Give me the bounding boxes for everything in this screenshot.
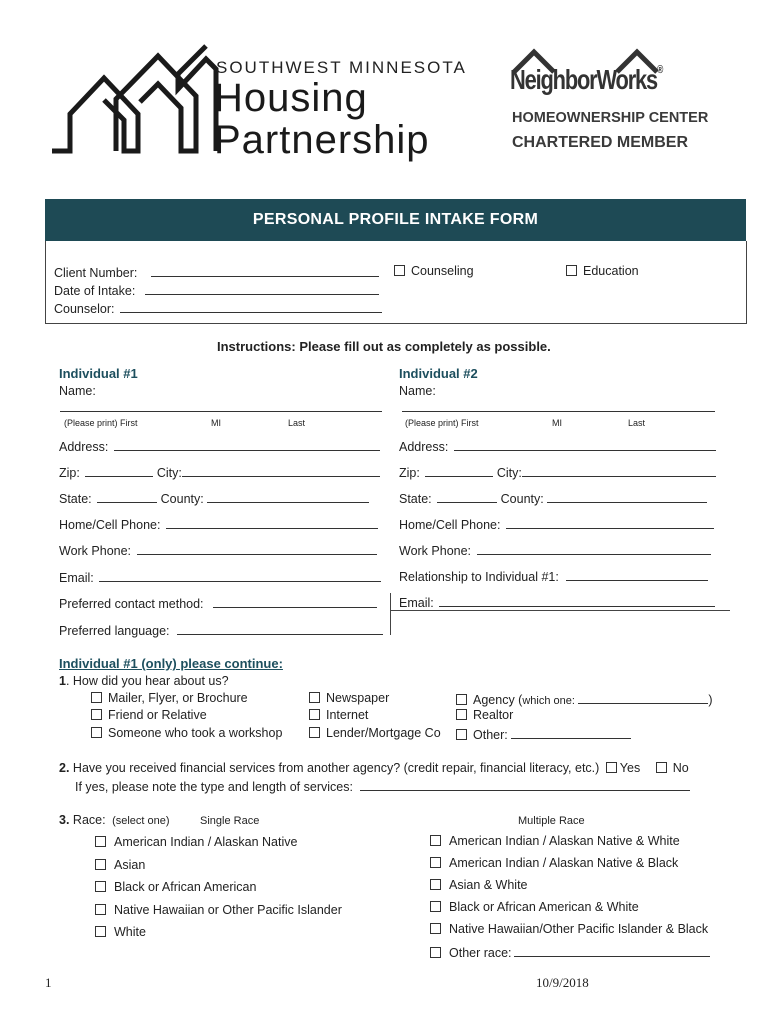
date-of-intake-row <box>54 282 379 298</box>
individual1-zip-field[interactable] <box>85 464 153 477</box>
individual2-state-label: State: <box>399 492 432 506</box>
individual1-phone-field[interactable] <box>166 516 378 529</box>
individual1-state-field[interactable] <box>97 490 157 503</box>
q1-internet-checkbox[interactable] <box>309 709 320 720</box>
individual2-relationship-label: Relationship to Individual #1: <box>399 570 559 584</box>
q3-question <box>59 813 170 827</box>
registered-mark: ® <box>656 64 663 76</box>
multiple-race-label: Black or African American & White <box>449 900 639 914</box>
education-checkbox[interactable] <box>566 265 577 276</box>
individual1-heading: Individual #1 <box>59 366 138 381</box>
q1-other-checkbox[interactable] <box>456 729 467 740</box>
counselor-label: Counselor: <box>54 302 115 316</box>
individual2-email-row <box>399 594 715 610</box>
q1-newspaper-checkbox[interactable] <box>309 692 320 703</box>
q1-number: 1 <box>59 674 66 688</box>
individual1-last-hint: Last <box>288 418 306 428</box>
date-of-intake-field[interactable] <box>145 282 379 295</box>
q1-realtor-checkbox[interactable] <box>456 709 467 720</box>
q1-question <box>59 674 229 688</box>
neighborworks-logo <box>508 46 708 156</box>
form-title-bar <box>45 199 746 241</box>
individual2-email-label: Email: <box>399 596 434 610</box>
individual1-phone-row <box>59 516 378 532</box>
q1-other-label: Other: <box>473 728 508 742</box>
q1-option-internet[interactable] <box>309 708 368 722</box>
individual2-email-underline <box>390 610 730 611</box>
individual2-email-field[interactable] <box>439 594 715 607</box>
individual1-contact-row <box>59 595 377 611</box>
q1-workshop-label: Someone who took a workshop <box>108 726 283 740</box>
q1-agency-checkbox[interactable] <box>456 694 467 705</box>
client-number-row <box>54 264 379 280</box>
individual1-county-field[interactable] <box>207 490 369 503</box>
individual2-work-phone-field[interactable] <box>477 542 711 555</box>
individual2-heading: Individual #2 <box>399 366 478 381</box>
org-word-partnership: Partnership <box>214 118 430 162</box>
individual1-language-field[interactable] <box>177 622 383 635</box>
q2-question <box>59 761 689 775</box>
instructions: Instructions: Please fill out as completely as possible. <box>217 339 551 354</box>
q2-number: 2. <box>59 761 70 775</box>
single-race-option[interactable] <box>95 858 145 872</box>
multiple-race-label: Other race: <box>449 946 512 960</box>
counseling-option[interactable] <box>394 264 474 278</box>
individual2-county-label: County: <box>500 492 544 506</box>
individual1-language-label: Preferred language: <box>59 624 170 638</box>
q3-number: 3. <box>59 813 70 827</box>
q1-mailer-checkbox[interactable] <box>91 692 102 703</box>
q3-label: Race: <box>69 813 106 827</box>
q1-option-workshop[interactable] <box>91 726 282 740</box>
multiple-race-label: American Indian / Alaskan Native & White <box>449 834 680 848</box>
multiple-race-label: Asian & White <box>449 878 528 892</box>
counseling-label: Counseling <box>411 264 474 278</box>
counselor-field[interactable] <box>120 300 382 313</box>
q1-option-mailer[interactable] <box>91 691 248 705</box>
q3-single-header: Single Race <box>200 815 260 827</box>
single-race-label: White <box>114 925 146 940</box>
q1-workshop-checkbox[interactable] <box>91 727 102 738</box>
individual2-last-hint: Last <box>628 418 646 428</box>
q1-agency-which: which one: <box>522 695 575 707</box>
house-outline-icon <box>48 44 228 160</box>
q1-agency-close: ) <box>708 693 713 707</box>
date-of-intake-label: Date of Intake: <box>54 284 136 298</box>
single-race-option[interactable] <box>95 835 297 849</box>
single-race-label: Native Hawaiian or Other Pacific Islander <box>114 902 342 917</box>
individual2-address-row <box>399 438 716 454</box>
individual2-name-label: Name: <box>399 384 436 398</box>
individual1-zip-label: Zip: <box>59 466 80 480</box>
individual2-name-field[interactable] <box>402 411 715 412</box>
q1-option-lender[interactable] <box>309 726 441 740</box>
counseling-checkbox[interactable] <box>394 265 405 276</box>
multiple-race-checkbox[interactable] <box>430 857 441 868</box>
individual1-county-label: County: <box>160 492 204 506</box>
form-title: PERSONAL PROFILE INTAKE FORM <box>252 211 539 228</box>
individual1-mi-hint: MI <box>211 418 221 428</box>
q1-mailer-label: Mailer, Flyer, or Brochure <box>108 691 248 705</box>
footer-date: 10/9/2018 <box>536 975 589 990</box>
education-label: Education <box>583 264 639 278</box>
q3-select-hint: (select one) <box>112 815 170 827</box>
q3-multiple-header: Multiple Race <box>518 815 585 827</box>
individual1-address-field[interactable] <box>114 438 380 451</box>
q1-option-other[interactable] <box>456 726 631 742</box>
multiple-race-checkbox[interactable] <box>430 901 441 912</box>
individual2-zip-label: Zip: <box>399 466 420 480</box>
individual1-contact-label: Preferred contact method: <box>59 597 204 611</box>
q1-text: . How did you hear about us? <box>65 674 229 688</box>
individual2-state-row <box>399 490 707 506</box>
individual1-email-row <box>59 569 381 585</box>
single-race-checkbox[interactable] <box>95 926 106 937</box>
q2-followup-label: If yes, please note the type and length of services: <box>75 780 353 794</box>
q1-newspaper-label: Newspaper <box>326 691 390 705</box>
multiple-race-option[interactable] <box>430 834 680 848</box>
individual2-work-phone-row <box>399 542 711 558</box>
multiple-race-checkbox[interactable] <box>430 835 441 846</box>
multiple-race-option[interactable] <box>430 922 708 936</box>
individual1-contact-field[interactable] <box>213 595 377 608</box>
single-race-checkbox[interactable] <box>95 859 106 870</box>
client-number-field[interactable] <box>151 264 379 277</box>
q2-followup-row <box>75 778 690 794</box>
q1-realtor-label: Realtor <box>473 708 514 722</box>
individual2-city-label: City: <box>496 466 522 480</box>
individual2-zip-row <box>399 464 716 480</box>
individual2-phone-label: Home/Cell Phone: <box>399 518 501 532</box>
individual2-relationship-row <box>399 568 708 584</box>
individual1-email-field[interactable] <box>99 569 381 582</box>
single-race-label: American Indian / Alaskan Native <box>114 835 298 849</box>
shp-logo <box>48 44 468 164</box>
multiple-race-option[interactable] <box>430 900 639 914</box>
single-race-checkbox[interactable] <box>95 904 106 915</box>
individual1-address-row <box>59 438 380 454</box>
client-number-label: Client Number: <box>54 266 138 280</box>
q1-option-agency[interactable] <box>456 691 713 707</box>
individual2-zip-field[interactable] <box>425 464 493 477</box>
chartered-line: CHARTERED MEMBER <box>512 134 688 151</box>
other-race-field[interactable] <box>514 944 710 957</box>
q1-option-newspaper[interactable] <box>309 691 389 705</box>
multiple-race-option[interactable] <box>430 878 528 892</box>
multiple-race-checkbox[interactable] <box>430 879 441 890</box>
individual1-zip-row <box>59 464 380 480</box>
multiple-race-label: Native Hawaiian/Other Pacific Islander & Black <box>449 922 709 936</box>
individual2-phone-field[interactable] <box>506 516 714 529</box>
single-race-checkbox[interactable] <box>95 881 106 892</box>
individual2-address-field[interactable] <box>454 438 716 451</box>
page-number: 1 <box>45 975 52 990</box>
q1-option-friend[interactable] <box>91 708 207 722</box>
org-word-housing: Housing <box>214 76 368 120</box>
q1-agency-field[interactable] <box>578 691 708 704</box>
single-race-option[interactable] <box>95 903 342 917</box>
individual1-work-phone-row <box>59 542 377 558</box>
individual2-city-field[interactable] <box>522 464 716 477</box>
q2-yes-label: Yes <box>619 761 641 775</box>
individual1-work-phone-label: Work Phone: <box>59 544 132 558</box>
q1-lender-checkbox[interactable] <box>309 727 320 738</box>
individual2-state-field[interactable] <box>437 490 497 503</box>
q1-agency-label: Agency ( <box>473 693 523 707</box>
q1-other-field[interactable] <box>511 726 631 739</box>
single-race-option[interactable] <box>95 925 146 939</box>
individual1-state-row <box>59 490 369 506</box>
individual1-first-hint: (Please print) First <box>64 418 138 428</box>
individual1-name-label: Name: <box>59 384 96 398</box>
individual2-first-hint: (Please print) First <box>405 418 479 428</box>
individual2-phone-row <box>399 516 714 532</box>
q2-no-checkbox[interactable] <box>656 762 667 773</box>
neighborworks-brand: NeighborWorks <box>510 64 657 95</box>
individual2-county-field[interactable] <box>547 490 707 503</box>
single-race-label: Asian <box>114 857 146 872</box>
individual1-phone-label: Home/Cell Phone: <box>59 518 161 532</box>
individual1-city-label: City: <box>156 466 182 480</box>
individual1-email-label: Email: <box>59 571 94 585</box>
individual1-state-label: State: <box>59 492 92 506</box>
multiple-race-label: American Indian / Alaskan Native & Black <box>449 856 679 870</box>
individual1-address-label: Address: <box>59 440 109 454</box>
q2-no-label: No <box>672 761 689 775</box>
individual1-city-field[interactable] <box>182 464 380 477</box>
q1-friend-label: Friend or Relative <box>108 708 207 722</box>
q2-yes-checkbox[interactable] <box>606 762 617 773</box>
q2-followup-field[interactable] <box>360 778 690 791</box>
hoc-line: HOMEOWNERSHIP CENTER <box>512 110 709 126</box>
multiple-race-checkbox[interactable] <box>430 923 441 934</box>
individual2-mi-hint: MI <box>552 418 562 428</box>
individual1-name-field[interactable] <box>60 411 382 412</box>
org-region: SOUTHWEST MINNESOTA <box>216 58 467 77</box>
individual1-language-row <box>59 622 383 638</box>
counselor-row <box>54 300 382 316</box>
multiple-race-option[interactable] <box>430 856 678 870</box>
individual2-work-phone-label: Work Phone: <box>399 544 472 558</box>
single-race-option[interactable] <box>95 880 256 894</box>
q1-friend-checkbox[interactable] <box>91 709 102 720</box>
q1-internet-label: Internet <box>326 708 369 722</box>
multiple-race-checkbox[interactable] <box>430 947 441 958</box>
q1-option-realtor[interactable] <box>456 708 513 722</box>
single-race-label: Black or African American <box>114 880 257 895</box>
single-race-checkbox[interactable] <box>95 836 106 847</box>
column-divider <box>390 593 391 635</box>
continue-heading: Individual #1 (only) please continue: <box>59 656 283 671</box>
q2-text: Have you received financial services from another agency? (credit repair, financial literacy, etc.) <box>69 761 600 775</box>
individual2-relationship-field[interactable] <box>566 568 708 581</box>
education-option[interactable] <box>566 264 639 278</box>
multiple-race-option[interactable] <box>430 944 710 960</box>
individual1-work-phone-field[interactable] <box>137 542 377 555</box>
individual2-address-label: Address: <box>399 440 449 454</box>
q1-lender-label: Lender/Mortgage Co <box>326 726 441 740</box>
